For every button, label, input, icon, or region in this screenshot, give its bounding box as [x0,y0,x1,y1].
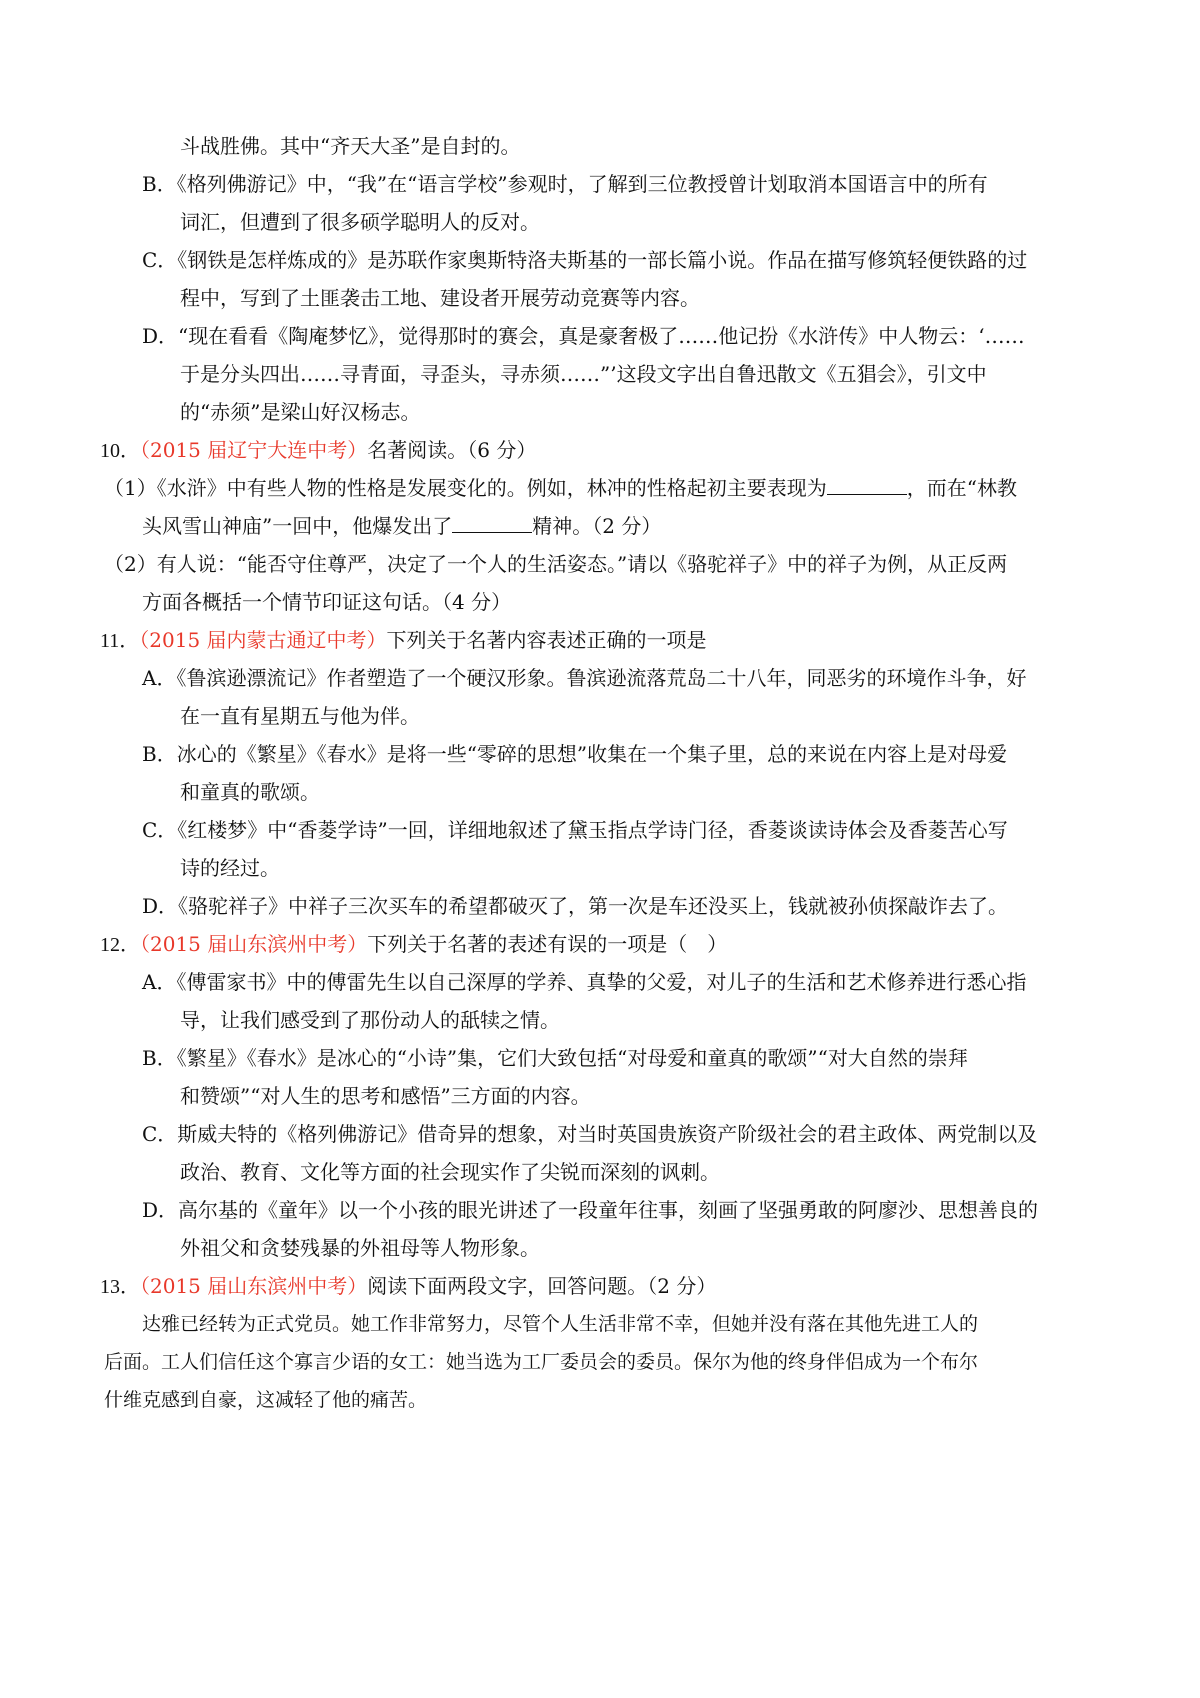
option-b-continuation: 和赞颂”“对人生的思考和感悟”三方面的内容。 [180,1084,591,1108]
q10-part-1-cont-end: 精神。（2 分） [532,514,662,538]
answer-blank [827,476,907,495]
option-a-continuation: 导，让我们感受到了那份动人的舐犊之情。 [180,1008,560,1032]
option-d-continuation-2: 的“赤须”是梁山好汉杨志。 [180,400,421,424]
question-source: （2015 届内蒙古通辽中考） [139,628,387,652]
option-b: B．《格列佛游记》中，“我”在“语言学校”参观时，了解到三位教授曾计划取消本国语言中的所有 [142,172,988,196]
option-b-continuation: 词汇，但遭到了很多硕学聪明人的反对。 [180,210,540,234]
question-stem: 阅读下面两段文字，回答问题。（2 分） [367,1274,717,1298]
option-a: A．《傅雷家书》中的傅雷先生以自己深厚的学养、真挚的父爱，对儿子的生活和艺术修养进行悉心指 [142,970,1027,994]
option-c-continuation: 诗的经过。 [180,856,280,880]
question-number: 11． [100,630,140,652]
option-d-continuation-1: 于是分头四出……寻青面，寻歪头，寻赤须……”’这段文字出自鲁迅散文《五猖会》，引文中 [180,362,987,386]
q10-part-1-continuation [142,512,661,540]
question-10-heading [100,436,536,465]
option-c-continuation: 程中，写到了土匪袭击工地、建设者开展劳动竞赛等内容。 [180,286,700,310]
option-b: B．冰心的《繁星》《春水》是将一些“零碎的思想”收集在一个集子里，总的来说在内容上是对母爱 [142,742,1008,766]
option-d-continuation: 外祖父和贪婪残暴的外祖母等人物形象。 [180,1236,540,1260]
option-c: C．《钢铁是怎样炼成的》是苏联作家奥斯特洛夫斯基的一部长篇小说。作品在描写修筑轻便铁路的过 [142,248,1028,272]
question-source: （2015 届辽宁大连中考） [140,438,368,462]
q10-part-1 [104,474,1017,502]
q10-part-1-text-end: ，而在“林教 [906,476,1017,500]
question-number: 10． [100,440,140,462]
question-stem: 下列关于名著的表述有误的一项是（ ） [367,932,728,956]
question-stem: 下列关于名著内容表述正确的一项是 [386,628,707,652]
option-a: A．《鲁滨逊漂流记》作者塑造了一个硬汉形象。鲁滨逊流落荒岛二十八年，同恶劣的环境作斗争，好 [142,666,1027,690]
question-number: 12． [100,934,140,956]
option-a-continuation: 在一直有星期五与他为伴。 [180,704,420,728]
option-d: D．高尔基的《童年》以一个小孩的眼光讲述了一段童年往事，刻画了坚强勇敢的阿廖沙、思想善良的 [142,1198,1039,1222]
question-number: 13． [100,1276,140,1298]
option-c: C．《红楼梦》中“香菱学诗”一回，详细地叙述了黛玉指点学诗门径，香菱谈读诗体会及香菱苦心写 [142,818,1008,842]
option-c: C．斯威夫特的《格列佛游记》借奇异的想象，对当时英国贵族资产阶级社会的君主政体、两党制以及 [142,1122,1038,1146]
q10-part-2: （2）有人说：“能否守住尊严，决定了一个人的生活姿态。”请以《骆驼祥子》中的祥子为例，从正反两 [104,552,1008,576]
option-d: D．“现在看看《陶庵梦忆》，觉得那时的赛会，真是豪奢极了……他记扮《水浒传》中人物云：‘…… [142,324,1025,348]
question-13-heading [100,1272,716,1301]
question-source: （2015 届山东滨州中考） [140,932,368,956]
question-12-heading [100,930,727,959]
question-11-heading [100,626,707,655]
question-stem: 名著阅读。（6 分） [367,438,537,462]
passage-line: 达雅已经转为正式党员。她工作非常努力，尽管个人生活非常不幸，但她并没有落在其他先进工人的 [142,1313,979,1335]
q10-part-1-text: （1）《水浒》中有些人物的性格是发展变化的。例如，林冲的性格起初主要表现为 [104,476,827,500]
q10-part-2-continuation: 方面各概括一个情节印证这句话。（4 分） [142,590,512,614]
option-b-continuation: 和童真的歌颂。 [180,780,320,804]
option-d: D．《骆驼祥子》中祥子三次买车的希望都破灭了，第一次是车还没买上，钱就被孙侦探敲诈去了。 [142,894,1009,918]
passage-line: 后面。工人们信任这个寡言少语的女工：她当选为工厂委员会的委员。保尔为他的终身伴侣成为一个布尔 [104,1351,979,1373]
option-b: B．《繁星》《春水》是冰心的“小诗”集，它们大致包括“对母爱和童真的歌颂”“对大自然的崇拜 [142,1046,968,1070]
answer-blank [452,514,532,533]
question-source: （2015 届山东滨州中考） [140,1274,368,1298]
option-c-continuation: 政治、教育、文化等方面的社会现实作了尖锐而深刻的讽刺。 [180,1160,720,1184]
option-a-continuation: 斗战胜佛。其中“齐天大圣”是自封的。 [180,134,521,158]
passage-line: 什维克感到自豪，这减轻了他的痛苦。 [104,1389,428,1411]
q10-part-1-cont-text: 头风雪山神庙”一回中，他爆发出了 [142,514,453,538]
